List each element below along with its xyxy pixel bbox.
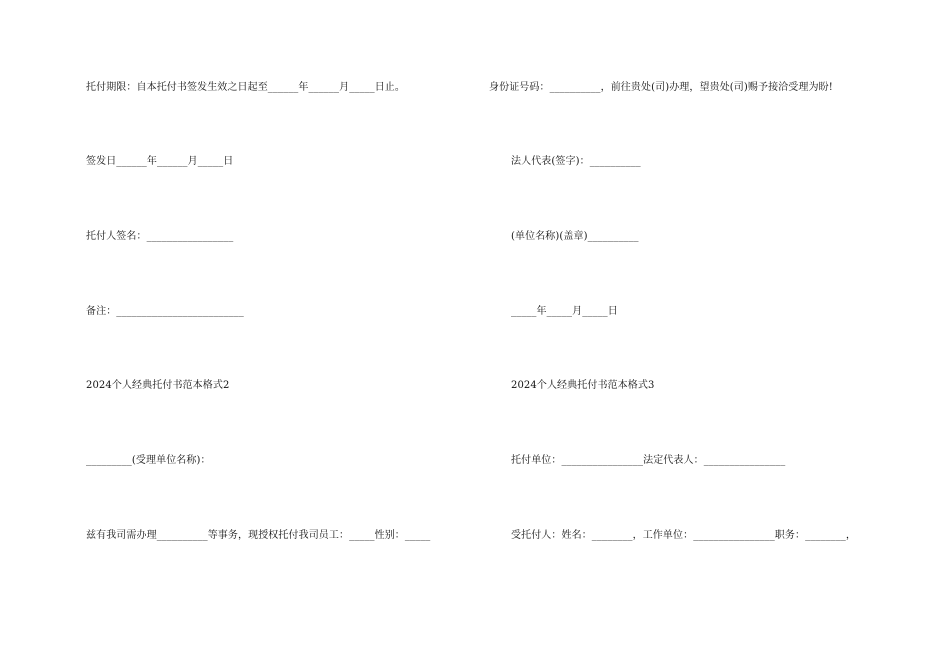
authorization-body-line: 兹有我司需办理__________等事务，现授权托付我司员工：_____性别：_____ — [86, 530, 431, 541]
issue-date-line: 签发日______年______月_____日 — [86, 156, 234, 167]
unit-seal-line: (单位名称)(盖章)__________ — [511, 231, 639, 242]
trustee-line: 受托付人：姓名：________，工作单位：________________职务：________， — [511, 530, 856, 541]
entrusting-unit-line: 托付单位：________________法定代表人：________________ — [511, 455, 786, 466]
legal-representative-line: 法人代表(签字)：__________ — [511, 156, 641, 167]
remarks-line: 备注：_________________________ — [86, 306, 244, 317]
entrust-term-line: 托付期限：自本托付书签发生效之日起至______年______月_____日止。 — [86, 82, 405, 93]
signature-line: 托付人签名：_________________ — [86, 231, 234, 242]
date-line: _____年_____月_____日 — [511, 306, 618, 317]
section-heading-format-3: 2024个人经典托付书范本格式3 — [511, 380, 655, 391]
id-number-line: 身份证号码：__________，前往贵处(司)办理，望贵处(司)赐予接洽受理为盼! — [489, 82, 833, 93]
recipient-line: _________(受理单位名称)： — [86, 455, 211, 466]
section-heading-format-2: 2024个人经典托付书范本格式2 — [86, 380, 230, 391]
